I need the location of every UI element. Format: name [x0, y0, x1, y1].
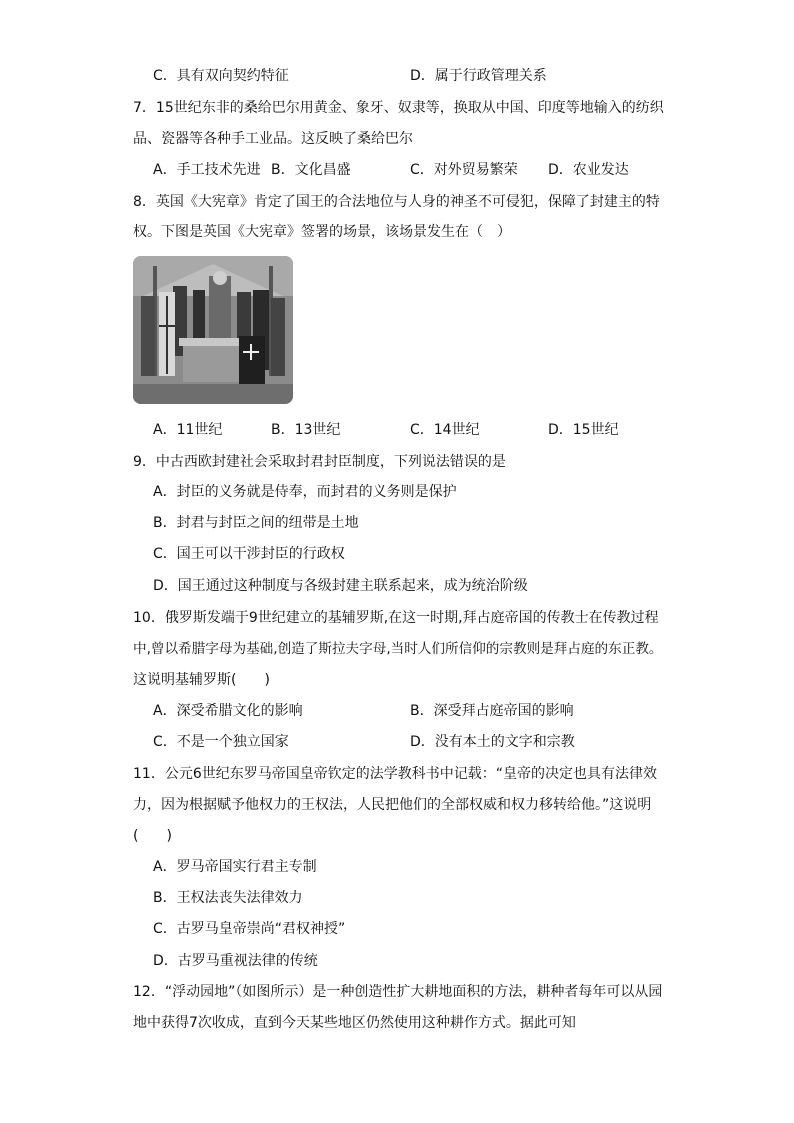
q9-option-d: D．国王通过这种制度与各级封建主联系起来，成为统治阶级 [153, 578, 528, 594]
q10-stem-line2: 中,曾以希腊字母为基础,创造了斯拉夫字母,当时人们所信仰的宗教则是拜占庭的东正教。 [133, 641, 663, 657]
q11-option-b: B．王权法丧失法律效力 [153, 890, 303, 906]
q11-option-c: C．古罗马皇帝崇尚“君权神授” [153, 921, 346, 937]
q8-option-b: B．13世纪 [271, 422, 341, 438]
q6-option-d: D．属于行政管理关系 [410, 68, 547, 84]
q10-option-d: D．没有本土的文字和宗教 [410, 734, 575, 750]
q10-option-c: C．不是一个独立国家 [153, 734, 289, 750]
engraving-drawing [133, 256, 293, 404]
q12-stem-line2: 地中获得7次收成，直到今天某些地区仍然使用这种耕作方式。据此可知 [133, 1015, 576, 1031]
q9-option-a: A．封臣的义务就是侍奉，而封君的义务则是保护 [153, 484, 457, 500]
q11-option-a: A．罗马帝国实行君主专制 [153, 859, 317, 875]
q7-option-c: C．对外贸易繁荣 [410, 162, 518, 178]
q9-stem: 9．中古西欧封建社会采取封君封臣制度，下列说法错误的是 [133, 454, 506, 470]
q7-option-b: B．文化昌盛 [271, 162, 351, 178]
q11-stem-line2: 力，因为根据赋予他权力的王权法，人民把他们的全部权威和权力移转给他。”这说明 [133, 797, 652, 813]
q12-stem-line1: 12．“浮动园地”（如图所示）是一种创造性扩大耕地面积的方法，耕种者每年可以从园 [133, 984, 663, 1000]
q7-stem-line2: 品、瓷器等各种手工业品。这反映了桑给巴尔 [133, 131, 413, 147]
q6-option-c: C．具有双向契约特征 [153, 68, 289, 84]
q9-option-c: C．国王可以干涉封臣的行政权 [153, 546, 345, 562]
q11-stem-line3: ( ) [133, 828, 172, 844]
q10-option-b: B．深受拜占庭帝国的影响 [410, 703, 574, 719]
magna-carta-engraving [133, 256, 293, 404]
q8-stem-line1: 8．英国《大宪章》肯定了国王的合法地位与人身的神圣不可侵犯，保障了封建主的特 [133, 194, 660, 210]
q10-stem-line3: 这说明基辅罗斯( ) [133, 672, 270, 688]
q10-option-a: A．深受希腊文化的影响 [153, 703, 303, 719]
q8-option-a: A．11世纪 [153, 422, 223, 438]
q7-option-a: A．手工技术先进 [153, 162, 261, 178]
q11-option-d: D．古罗马重视法律的传统 [153, 953, 318, 969]
q10-stem-line1: 10．俄罗斯发端于9世纪建立的基辅罗斯,在这一时期,拜占庭帝国的传教士在传教过程 [133, 610, 659, 626]
q7-stem-line1: 7．15世纪东非的桑给巴尔用黄金、象牙、奴隶等，换取从中国、印度等地输入的纺织 [133, 100, 664, 116]
q8-stem-line2: 权。下图是英国《大宪章》签署的场景，该场景发生在（ ） [133, 224, 511, 240]
q11-stem-line1: 11．公元6世纪东罗马帝国皇帝钦定的法学教科书中记载：“皇帝的决定也具有法律效 [133, 766, 657, 782]
q9-option-b: B．封君与封臣之间的纽带是土地 [153, 515, 359, 531]
q7-option-d: D．农业发达 [548, 162, 629, 178]
q8-option-d: D．15世纪 [548, 422, 619, 438]
q8-option-c: C．14世纪 [410, 422, 480, 438]
